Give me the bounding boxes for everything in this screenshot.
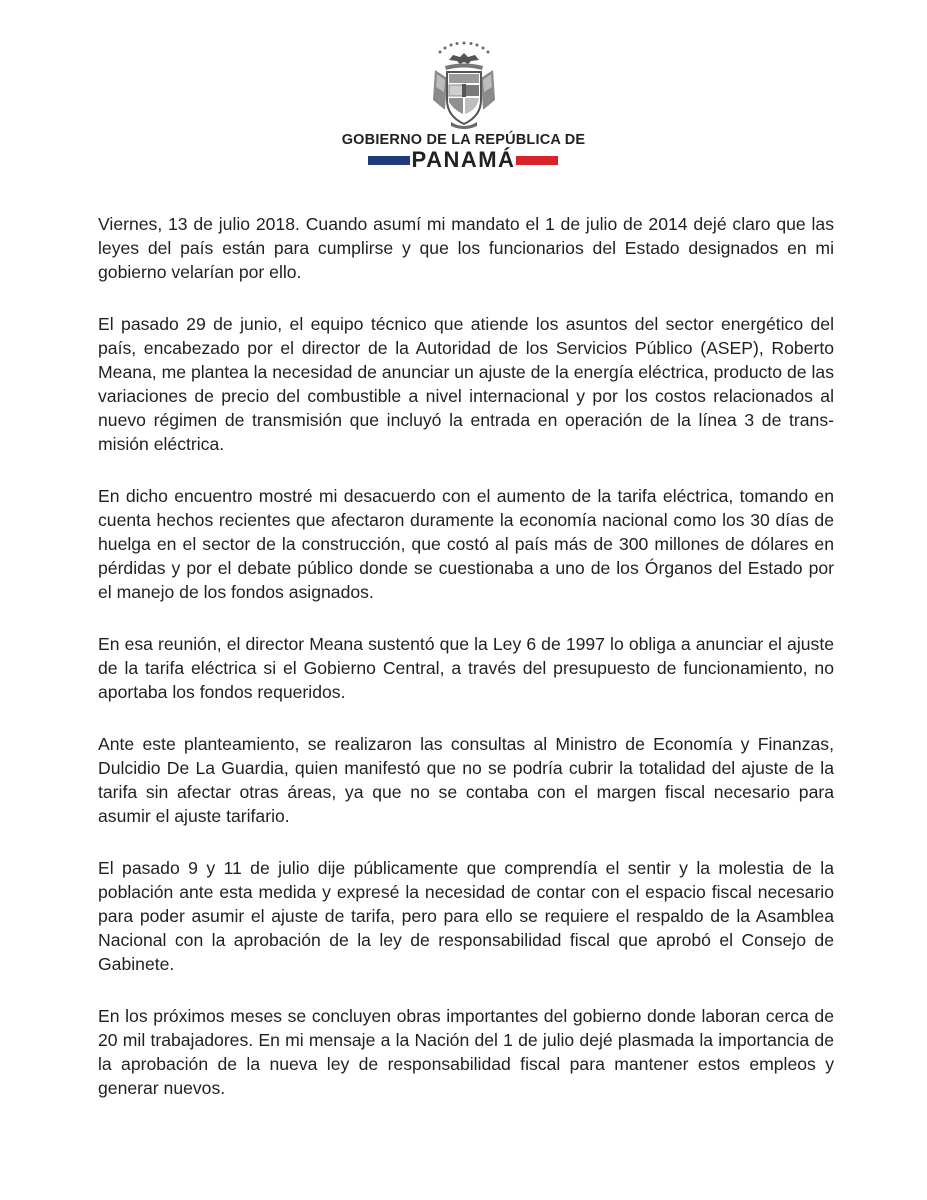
flag-red-bar — [516, 156, 558, 165]
org-name-panama: PANAMÁ — [411, 147, 516, 172]
letterhead — [0, 40, 927, 175]
paragraph-5: Ante este planteamiento, se realizaron las consultas al Ministro de Economía y Finanzas, Dulcidio De La Guardia, quien manifestó que no se podría cubrir la totalidad del ajuste de la tarifa sin afectar otras áreas, ya que no se contaba con el margen fiscal necesario para asumir el ajuste tarifario. — [98, 734, 834, 826]
paragraph-1: Viernes, 13 de julio 2018. Cuando asumí mi mandato el 1 de julio de 2014 dejé claro que las leyes del país están para cumplirse y que los funcionarios del Estado designados en mi gobierno velarían por ello. — [98, 214, 834, 282]
paragraph-7: En los próximos meses se concluyen obras importantes del gobierno donde laboran cerca de 20 mil trabajadores. En mi mensaje a la Nación del 1 de julio dejé plasmada la importancia de la aprobación de la nueva ley de responsabilidad fiscal para mantener estos empleos y generar nuevos. — [98, 1006, 834, 1098]
paragraph-4: En esa reunión, el director Meana sustentó que la Ley 6 de 1997 lo obliga a anunciar el ajuste de la tarifa eléctrica si el Gobierno Central, a través del presupuesto de funcionamiento, no aportaba los fondos requeridos. — [98, 634, 834, 702]
paragraph-6: El pasado 9 y 11 de julio dije públicamente que comprendía el sentir y la molestia de la población ante esta medida y expresé la necesidad de contar con el espacio fiscal necesario para poder asumir el ajuste de tarifa, pero para ello se requiere el respaldo de la Asamblea Nacional con la aprobación de la ley de responsabilidad fiscal que aprobó el Consejo de Gabinete. — [98, 858, 834, 974]
statement-body — [98, 212, 834, 1128]
coat-of-arms-icon — [427, 40, 501, 132]
org-name-line1: GOBIERNO DE LA REPÚBLICA DE — [341, 132, 586, 148]
paragraph-2: El pasado 29 de junio, el equipo técnico que atiende los asuntos del sector energético del país, encabezado por el director de la Autoridad de los Servicios Público (ASEP), Roberto Meana, me plantea la necesidad de anunciar un ajuste de la energía eléctrica, producto de las variaciones de precio del combustible a nivel internacional y por los costos relacionados al nuevo régimen de transmisión que incluyó la entrada en operación de la línea 3 de transmisión eléctrica. — [98, 314, 834, 454]
paragraph-3: En dicho encuentro mostré mi desacuerdo con el aumento de la tarifa eléctrica, tomando en cuenta hechos recientes que afectaron duramente la economía nacional como los 30 días de huelga en el sector de la construcción, que costó al país más de 300 millones de dólares en pérdidas y por el debate público donde se cuestionaba a uno de los Órganos del Estado por el manejo de los fondos asignados. — [98, 486, 834, 602]
